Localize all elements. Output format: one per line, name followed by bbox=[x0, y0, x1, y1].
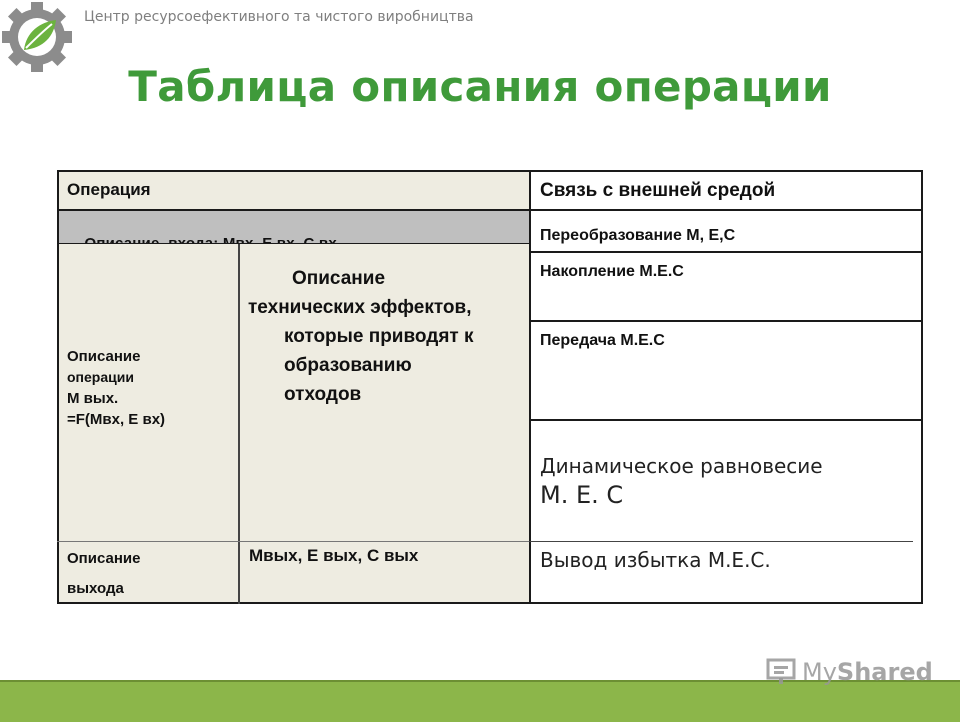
env-row-transfer: Передача М.Е.С bbox=[540, 332, 665, 349]
dynamic-equilibrium bbox=[540, 452, 920, 510]
equilibrium-line: М. Е. С bbox=[540, 481, 624, 509]
table-border-right bbox=[921, 170, 923, 604]
watermark bbox=[766, 657, 933, 687]
operation-label-line: Описание bbox=[67, 348, 141, 365]
operation-description-table bbox=[57, 170, 923, 604]
effects-line: отходов bbox=[284, 384, 362, 405]
operation-label-line: операции bbox=[67, 369, 134, 385]
table-divider-middle bbox=[529, 170, 531, 604]
output-label bbox=[67, 544, 237, 604]
output-label-line: выхода bbox=[67, 580, 124, 597]
slide-title: Таблица описания операции bbox=[128, 62, 832, 111]
row-line bbox=[529, 320, 923, 322]
header-operation-label: Операция bbox=[67, 180, 151, 199]
presentation-icon bbox=[766, 658, 798, 686]
surplus-output: Вывод избытка М.Е.С. bbox=[540, 548, 771, 572]
row-line bbox=[529, 419, 923, 421]
org-name: Центр ресурсоефективного та чистого виробництва bbox=[84, 9, 474, 25]
input-description-cell bbox=[57, 210, 529, 244]
effects-line: образованию bbox=[284, 355, 412, 376]
watermark-my: My bbox=[802, 658, 837, 686]
effects-description bbox=[246, 264, 531, 409]
row-line bbox=[57, 209, 923, 211]
table-border-bottom bbox=[57, 602, 923, 604]
operation-label-line: =F(Мвх, Е вх) bbox=[67, 411, 166, 428]
watermark-shared: Shared bbox=[836, 658, 933, 686]
env-row-accumulation: Накопление М.Е.С bbox=[540, 263, 684, 280]
output-label-line: Описание bbox=[67, 550, 141, 567]
table-border-top bbox=[57, 170, 923, 172]
table-border-left bbox=[57, 170, 59, 604]
output-values: Мвых, Е вых, С вых bbox=[249, 546, 419, 565]
env-row-transformation: Переобразование М, Е,С bbox=[540, 227, 736, 244]
operation-label-line: М вых. bbox=[67, 390, 119, 407]
row-line bbox=[57, 541, 531, 542]
row-line bbox=[529, 251, 923, 253]
effects-line: Описание bbox=[292, 268, 386, 289]
table-divider-inner bbox=[238, 244, 240, 604]
row-line bbox=[529, 541, 913, 542]
operation-label bbox=[67, 346, 237, 430]
header-cell-environment bbox=[531, 170, 921, 210]
equilibrium-line: Динамическое равновесие bbox=[540, 454, 823, 478]
effects-line: технических эффектов, bbox=[248, 297, 472, 318]
row-line bbox=[57, 243, 531, 244]
header-cell-operation bbox=[57, 170, 529, 210]
effects-line: которые приводят к bbox=[284, 326, 474, 347]
header-environment-label: Связь с внешней средой bbox=[540, 180, 776, 201]
